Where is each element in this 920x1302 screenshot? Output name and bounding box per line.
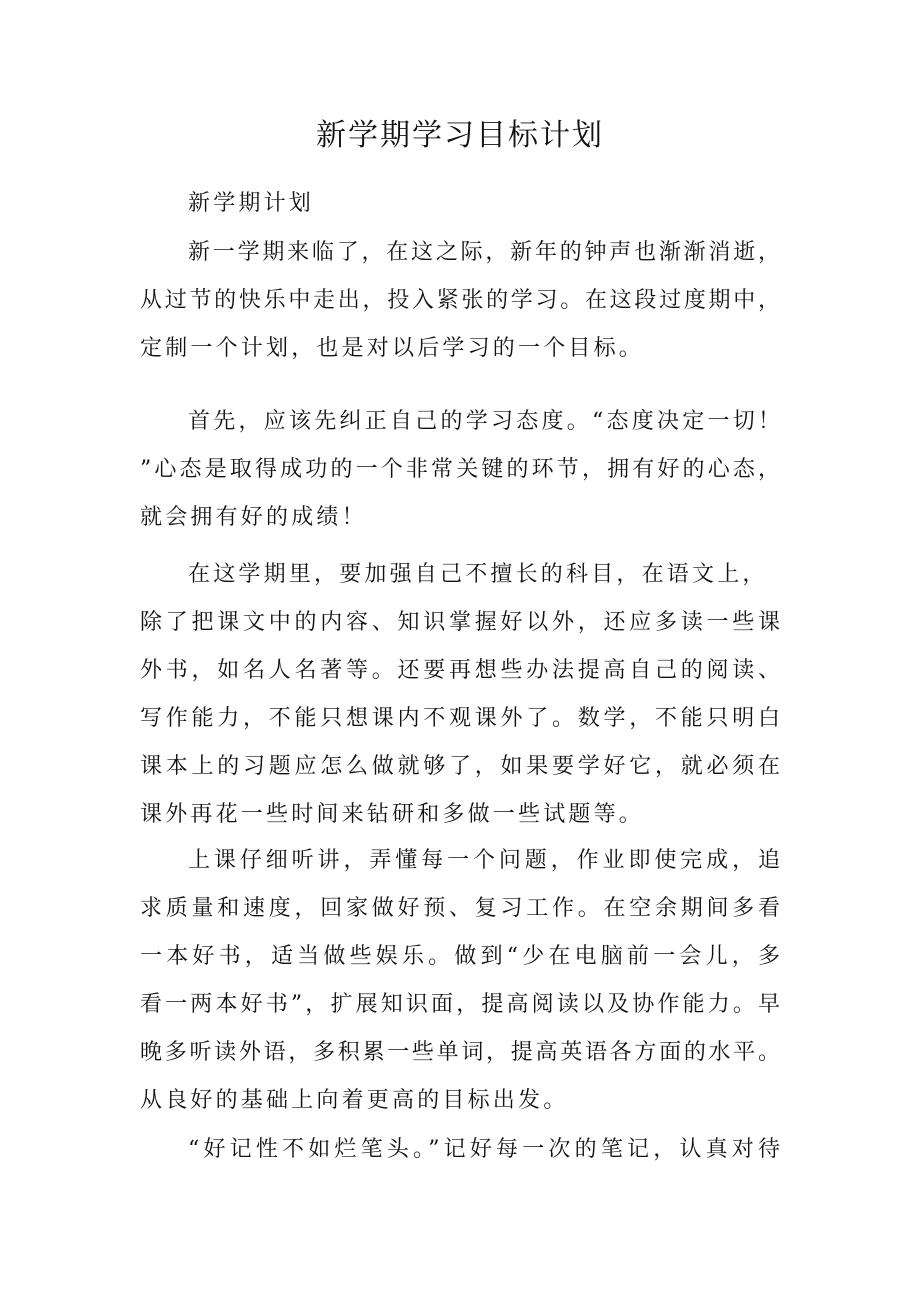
body-text-line: 从过节的快乐中走出，投入紧张的学习。在这段过度期中， <box>140 288 780 313</box>
body-text-line: ”心态是取得成功的一个非常关键的环节，拥有好的心态， <box>140 457 780 482</box>
body-text-line: 看一两本好书”，扩展知识面，提高阅读以及协作能力。早 <box>140 992 780 1017</box>
body-text-line: 新学期计划 <box>188 191 315 216</box>
body-text-line: 从良好的基础上向着更高的目标出发。 <box>140 1088 569 1113</box>
body-text-line: 定制一个计划，也是对以后学习的一个目标。 <box>140 336 645 361</box>
document-title: 新学期学习目标计划 <box>316 118 604 153</box>
body-text-line: 课外再花一些时间来钻研和多做一些试题等。 <box>140 802 645 827</box>
body-text-line: 上课仔细听讲，弄懂每一个问题，作业即使完成，追 <box>188 848 780 873</box>
body-text-line: 外书，如名人名著等。还要再想些办法提高自己的阅读、 <box>140 658 780 683</box>
body-text-line: 在这学期里，要加强自己不擅长的科目，在语文上， <box>188 562 768 587</box>
body-text-line: “好记性不如烂笔头。”记好每一次的笔记，认真对待 <box>188 1137 780 1162</box>
body-text-line: 除了把课文中的内容、知识掌握好以外，还应多读一些课 <box>140 610 780 635</box>
body-text-line: 一本好书，适当做些娱乐。做到“少在电脑前一会儿，多 <box>140 944 780 969</box>
body-text-line: 课本上的习题应怎么做就够了，如果要学好它，就必须在 <box>140 754 780 779</box>
body-text-line: 写作能力，不能只想课内不观课外了。数学，不能只明白 <box>140 706 780 731</box>
body-text-line: 新一学期来临了，在这之际，新年的钟声也渐渐消逝， <box>188 240 780 265</box>
body-text-line: 首先，应该先纠正自己的学习态度。“态度决定一切！ <box>188 409 780 434</box>
body-text-line: 求质量和速度，回家做好预、复习工作。在空余期间多看 <box>140 896 780 921</box>
body-text-line: 晚多听读外语，多积累一些单词，提高英语各方面的水平。 <box>140 1040 780 1065</box>
body-text-line: 就会拥有好的成绩！ <box>140 505 367 530</box>
